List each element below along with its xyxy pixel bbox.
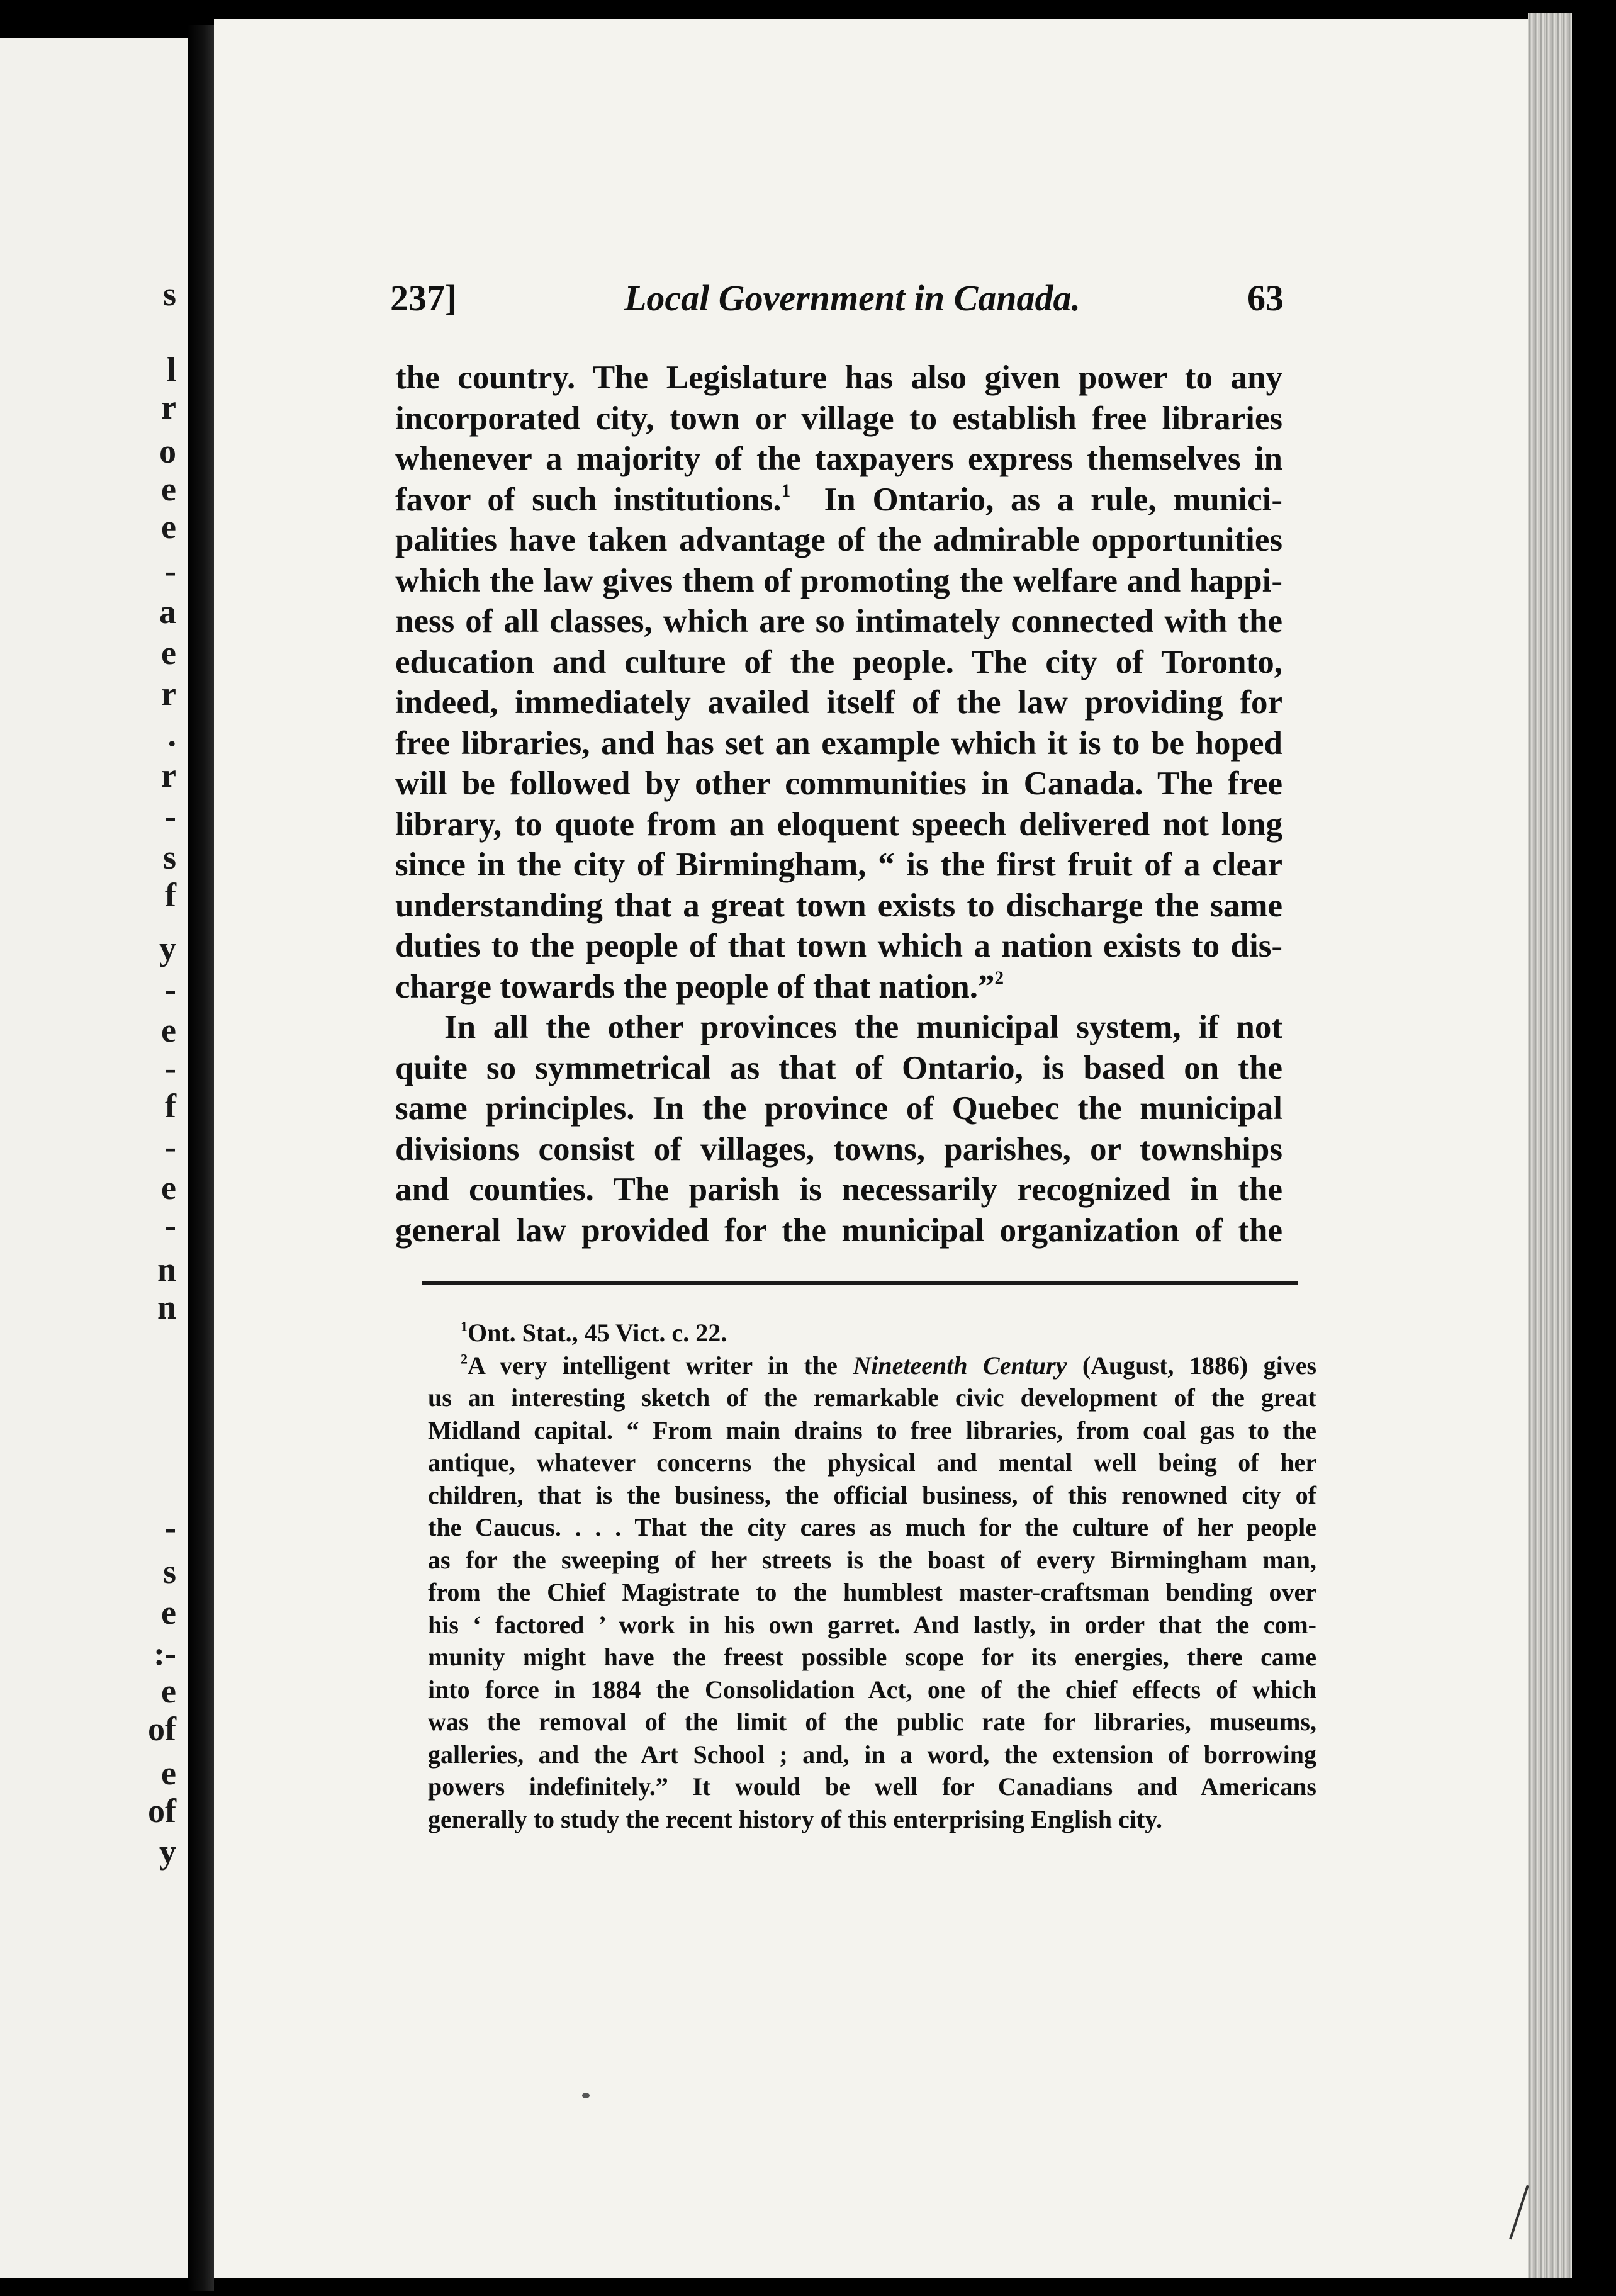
footnote-rule: [422, 1281, 1298, 1285]
body-line: duties to the people of that town which a nation exists to dis-: [395, 928, 1282, 964]
facing-page-edge-char: a: [159, 593, 176, 631]
footnote-2-line: galleries, and the Art School ; and, in a word, the extension of borrowing: [428, 1740, 1316, 1769]
footnote-2-line: into force in 1884 the Consolidation Act, one of the chief effects of which: [428, 1675, 1316, 1704]
footnote-2-marker: 2: [461, 1351, 468, 1366]
footnote-2-text: (August, 1886) gives: [1082, 1351, 1317, 1380]
facing-page-fragment: [0, 38, 188, 2278]
body-line: indeed, immediately availed itself of the law providing for: [395, 684, 1282, 721]
footnote-2-line: generally to study the recent history of this enterprising English city.: [428, 1804, 1162, 1833]
facing-page-edge-char: l: [166, 351, 176, 388]
facing-page-edge-char: f: [165, 1087, 176, 1125]
body-text: [395, 357, 1282, 1251]
facing-page-edge-char: e: [161, 508, 176, 546]
footnote-2-line: antique, whatever concerns the physical and mental well being of her: [428, 1448, 1316, 1477]
footnote-1-text: Ont. Stat., 45 Vict. c. 22.: [468, 1319, 727, 1347]
footnote-2-line: children, that is the business, the official business, of this renowned city of: [428, 1480, 1316, 1509]
facing-page-edge-char: r: [161, 388, 176, 426]
facing-page-edge-char: of: [148, 1710, 176, 1748]
body-line: and counties. The parish is necessarily recognized in the: [395, 1171, 1282, 1208]
body-line: In all the other provinces the municipal system, if not: [444, 1009, 1282, 1045]
paper-speck: [582, 2093, 590, 2098]
footnote-1: [428, 1317, 1316, 1349]
facing-page-edge-char: y: [159, 930, 176, 967]
body-line-text-tail: In Ontario, as a rule, munici-: [824, 481, 1282, 518]
footnote-2-line: [428, 1349, 1316, 1382]
facing-page-edge-char: y: [159, 1833, 176, 1871]
facing-page-edge-char: -: [165, 971, 176, 1008]
body-line: general law provided for the municipal organization of the: [395, 1212, 1282, 1249]
footnote-2-italic: Nineteenth Century: [853, 1351, 1067, 1380]
body-line: same principles. In the province of Quebec the municipal: [395, 1090, 1282, 1127]
facing-page-edge-char: n: [157, 1288, 176, 1326]
facing-page-edge-char: -: [165, 552, 176, 590]
facing-page-edge-char: -: [165, 1509, 176, 1546]
body-line: library, to quote from an eloquent speech delivered not long: [395, 806, 1282, 843]
body-line: the country. The Legislature has also given power to any: [395, 359, 1282, 396]
footnote-2-line: munity might have the freest possible scope for its energies, there came: [428, 1643, 1316, 1671]
footnote-2-line: as for the sweeping of her streets is the boast of every Birmingham man,: [428, 1545, 1316, 1574]
page-edges: [1528, 13, 1572, 2278]
facing-page-edge-char: -: [165, 1207, 176, 1244]
body-line: will be followed by other communities in Canada. The free: [395, 765, 1282, 802]
running-head: [390, 277, 1284, 334]
body-line: whenever a majority of the taxpayers express themselves in: [395, 441, 1282, 477]
body-line: free libraries, and has set an example which it is to be hoped: [395, 724, 1282, 762]
book-gutter: [188, 25, 214, 2291]
body-line: which the law gives them of promoting the welfare and happi-: [395, 562, 1282, 599]
running-title: Local Government in Canada.: [624, 278, 1081, 318]
facing-page-edge-char: e: [161, 1594, 176, 1631]
footnote-marker-1: 1: [781, 480, 791, 501]
page-number: 63: [1247, 278, 1284, 318]
facing-page-edge-char: e: [161, 1754, 176, 1792]
facing-page-edge-char: s: [162, 1553, 176, 1590]
footnotes: [428, 1317, 1316, 1835]
body-line-text: charge towards the people of that nation.”: [395, 968, 995, 1005]
footnote-2-line: powers indefinitely.” It would be well for Canadians and Americans: [428, 1772, 1316, 1801]
body-line: palities have taken advantage of the admirable opportunities: [395, 522, 1282, 558]
facing-page-edge-char: f: [165, 876, 176, 914]
footnote-2-line: his ‘ factored ’ work in his own garret. And lastly, in order that the com-: [428, 1610, 1316, 1639]
facing-page-edge-char: o: [159, 432, 176, 470]
body-line: since in the city of Birmingham, “ is the first fruit of a clear: [395, 847, 1282, 883]
facing-page-edge-char: s: [162, 275, 176, 313]
body-line: ness of all classes, which are so intimately connected with the: [395, 603, 1282, 639]
body-line-with-note: [395, 480, 1282, 521]
body-line: understanding that a great town exists to discharge the same: [395, 887, 1282, 924]
left-folio: 237]: [390, 278, 457, 318]
body-line: incorporated city, town or village to establish free libraries: [395, 400, 1282, 437]
body-line-with-note: [395, 967, 1282, 1008]
body-line: education and culture of the people. The city of Toronto,: [395, 643, 1282, 680]
facing-page-edge-char: s: [162, 838, 176, 876]
facing-page-edge-char: e: [161, 470, 176, 508]
facing-page-edge-char: -: [165, 1128, 176, 1166]
facing-page-edge-char: r: [161, 757, 176, 794]
footnote-marker-2: 2: [994, 967, 1004, 988]
facing-page-edge-char: e: [161, 1672, 176, 1710]
body-line: quite so symmetrical as that of Ontario, is based on the: [395, 1049, 1282, 1086]
facing-page-edge-char: of: [148, 1792, 176, 1830]
facing-page-edge-char: n: [157, 1251, 176, 1288]
facing-page-edge-char: :-: [154, 1635, 176, 1672]
facing-page-edge-char: e: [161, 1011, 176, 1049]
body-line: divisions consist of villages, towns, parishes, or townships: [395, 1130, 1282, 1168]
footnote-2-line: from the Chief Magistrate to the humblest master-craftsman bending over: [428, 1578, 1316, 1606]
facing-page-edge-char: -: [165, 797, 176, 835]
footnote-2-text: A very intelligent writer in the: [468, 1351, 838, 1380]
facing-page-edge-char: r: [161, 675, 176, 712]
body-line-text: favor of such institutions.: [395, 481, 782, 518]
footnote-2-line: was the removal of the limit of the public rate for libraries, museums,: [428, 1708, 1316, 1736]
facing-page-edge-char: -: [165, 1049, 176, 1087]
facing-page-edge-char: e: [161, 1169, 176, 1207]
facing-page-edge-char: .: [167, 716, 176, 753]
footnote-2-line: the Caucus. . . . That the city cares as much for the culture of her people: [428, 1513, 1316, 1541]
facing-page-edge-char: e: [161, 634, 176, 672]
footnote-1-marker: 1: [461, 1318, 468, 1334]
footnote-2-line: Midland capital. “ From main drains to free libraries, from coal gas to the: [428, 1415, 1316, 1444]
footnote-2-line: us an interesting sketch of the remarkable civic development of the great: [428, 1383, 1316, 1412]
